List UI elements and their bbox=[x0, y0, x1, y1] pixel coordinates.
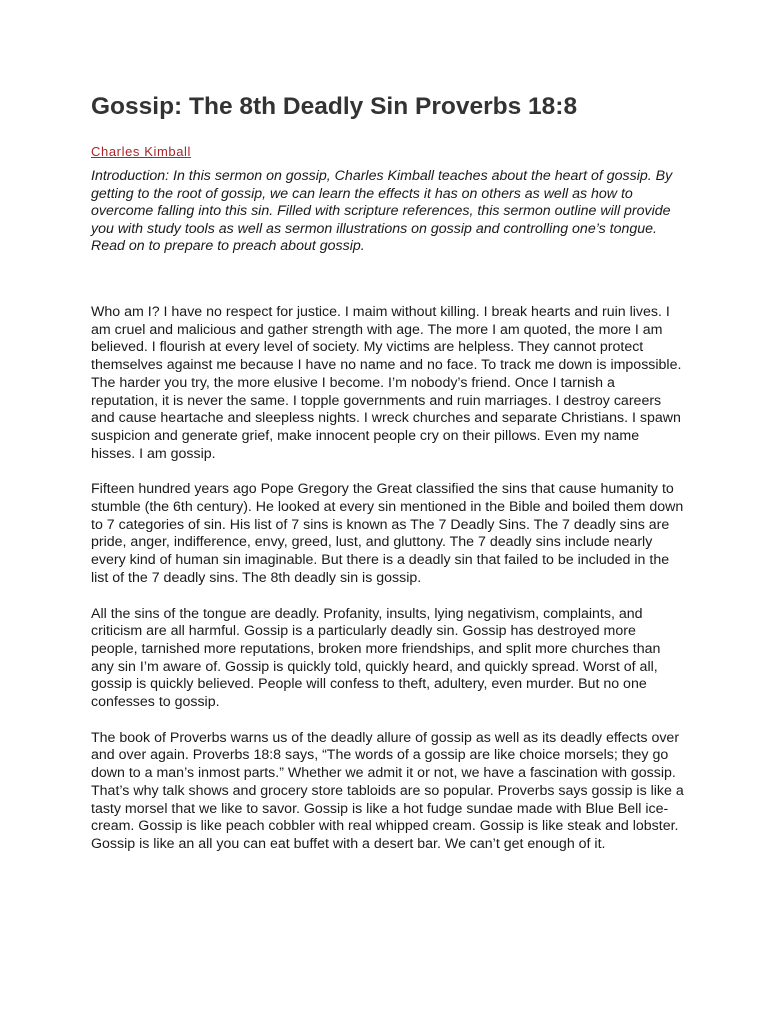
body-paragraph-2: Fifteen hundred years ago Pope Gregory the Great classified the sins that cause humanity to stumble (the 6th century). He looked at every sin mentioned in the Bible and boiled them down to 7 categories of sin. His list of 7 sins is known as The 7 Deadly Sins. The 7 deadly sins are pride, anger, indifference, envy, greed, lust, and gluttony. The 7 deadly sins include nearly every kind of human sin imaginable. But there is a deadly sin that failed to be included in the list of the 7 deadly sins. The 8th deadly sin is gossip. bbox=[91, 481, 684, 586]
sermon-body bbox=[91, 304, 685, 872]
author-link[interactable]: Charles Kimball bbox=[91, 144, 192, 159]
page-title: Gossip: The 8th Deadly Sin Proverbs 18:8 bbox=[91, 93, 578, 120]
body-paragraph-1: Who am I? I have no respect for justice. I maim without killing. I break hearts and ruin lives. I am cruel and malicious and gather strength with age. The more I am quoted, the more I am believed. I flourish at every level of society. My victims are helpless. They cannot protect themselves against me because I have no name and no face. To track me down is impossible. The harder you try, the more elusive I become. I’m nobody’s friend. Once I tarnish a reputation, it is never the same. I topple governments and ruin marriages. I destroy careers and cause heartache and sleepless nights. I wreck churches and separate Christians. I spawn suspicion and generate grief, make innocent people cry on their pillows. Even my name hisses. I am gossip. bbox=[91, 304, 682, 462]
introduction-paragraph: Introduction: In this sermon on gossip, Charles Kimball teaches about the heart of gossip. By getting to the root of gossip, we can learn the effects it has on others as well as how to overcome falling into this sin. Filled with scripture references, this sermon outline will provide you with study tools as well as sermon illustrations on gossip and controlling one’s tongue. Read on to prepare to preach about gossip. bbox=[91, 168, 673, 255]
body-paragraph-3: All the sins of the tongue are deadly. Profanity, insults, lying negativism, complaints, and criticism are all harmful. Gossip is a particularly deadly sin. Gossip has destroyed more people, tarnished more reputations, broken more friendships, and split more churches than any sin I’m aware of. Gossip is quickly told, quickly heard, and quickly spread. Worst of all, gossip is quickly believed. People will confess to theft, adultery, even murder. But no one confesses to gossip. bbox=[91, 605, 661, 711]
body-paragraph-4: The book of Proverbs warns us of the deadly allure of gossip as well as its deadly effects over and over again. Proverbs 18:8 says, “The words of a gossip are like choice morsels; they go down to a man’s inmost parts.” Whether we admit it or not, we have a fascination with gossip. That’s why talk shows and grocery store tabloids are so popular. Proverbs says gossip is like a tasty morsel that we like to savor. Gossip is like a hot fudge sundae made with Blue Bell ice-cream. Gossip is like peach cobbler with real whipped cream. Gossip is like steak and lobster. Gossip is like an all you can eat buffet with a desert bar. We can’t get enough of it. bbox=[91, 729, 684, 852]
